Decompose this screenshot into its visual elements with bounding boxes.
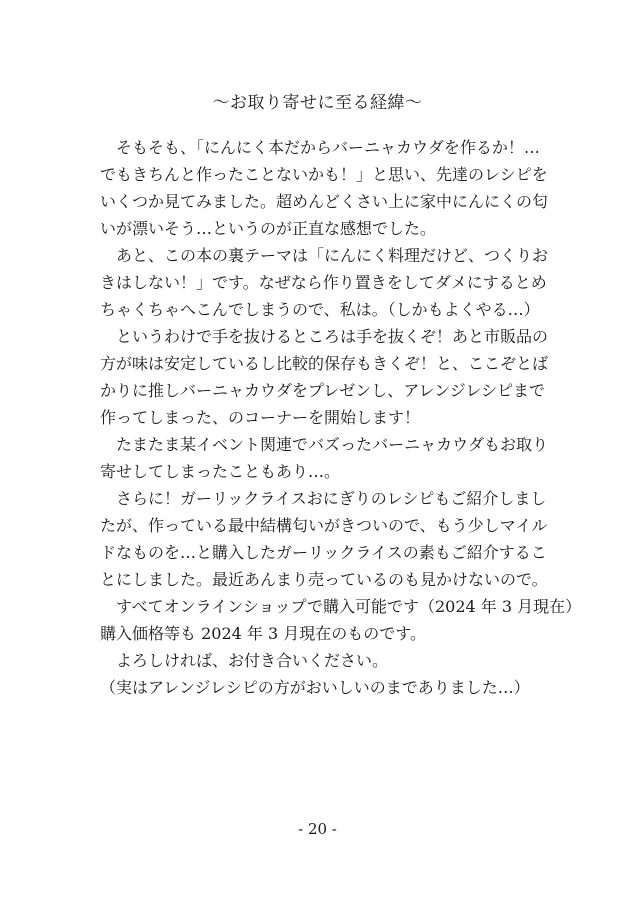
body-line: 作ってしまった、のコーナーを開始します！ — [100, 408, 421, 427]
section-title: ～お取り寄せに至る経緯～ — [212, 93, 423, 113]
body-line: とにしました。最近あんまり売っているのも見かけないので。 — [100, 570, 548, 589]
body-line: というわけで手を抜けるところは手を抜くぞ！あと市販品の — [100, 327, 549, 346]
body-line: さらに！ガーリックライスおにぎりのレシピもご紹介しまし — [100, 489, 547, 508]
page-number: - 20 - — [298, 820, 337, 838]
body-line: いくつか見てみました。超めんどくさい上に家中にんにくの匂 — [100, 192, 549, 211]
body-line: そもそも、「にんにく本だからバーニャカウダを作るか！… — [100, 138, 540, 157]
body-line: かりに推しバーニャカウダをプレゼンし、アレンジレシピまで — [100, 381, 545, 400]
body-line: たが、作っている最中結構匂いがきついので、もう少しマイル — [100, 516, 548, 535]
body-line: たまたま某イベント関連でバズったバーニャカウダもお取り — [100, 435, 549, 454]
body-line: ちゃくちゃへこんでしまうので、私は。（しかもよくやる…） — [100, 300, 540, 319]
body-line: きはしない！」です。なぜなら作り置きをしてダメにするとめ — [100, 273, 547, 292]
body-line: ドなものを…と購入したガーリックライスの素もご紹介するこ — [100, 543, 547, 562]
body-line: 購入価格等も 2024 年 3 月現在のものです。 — [100, 624, 426, 643]
body-line: すべてオンラインショップで購入可能です（2024 年 3 月現在） — [100, 597, 582, 616]
body-line: でもきちんと作ったことないかも！」と思い、先達のレシピを — [100, 165, 548, 184]
body-line: 方が味は安定しているし比較的保存もきくぞ！と、ここぞとば — [100, 354, 549, 373]
body-line: いが漂いそう…というのが正直な感想でした。 — [100, 219, 437, 238]
body-line: （実はアレンジレシピの方がおいしいのまでありました…） — [100, 678, 530, 697]
body-line: あと、この本の裏テーマは「にんにく料理だけど、つくりお — [100, 246, 549, 265]
body-text — [100, 134, 582, 701]
body-line: よろしければ、お付き合いください。 — [100, 651, 389, 670]
body-line: 寄せしてしまったこともあり…。 — [100, 462, 341, 481]
